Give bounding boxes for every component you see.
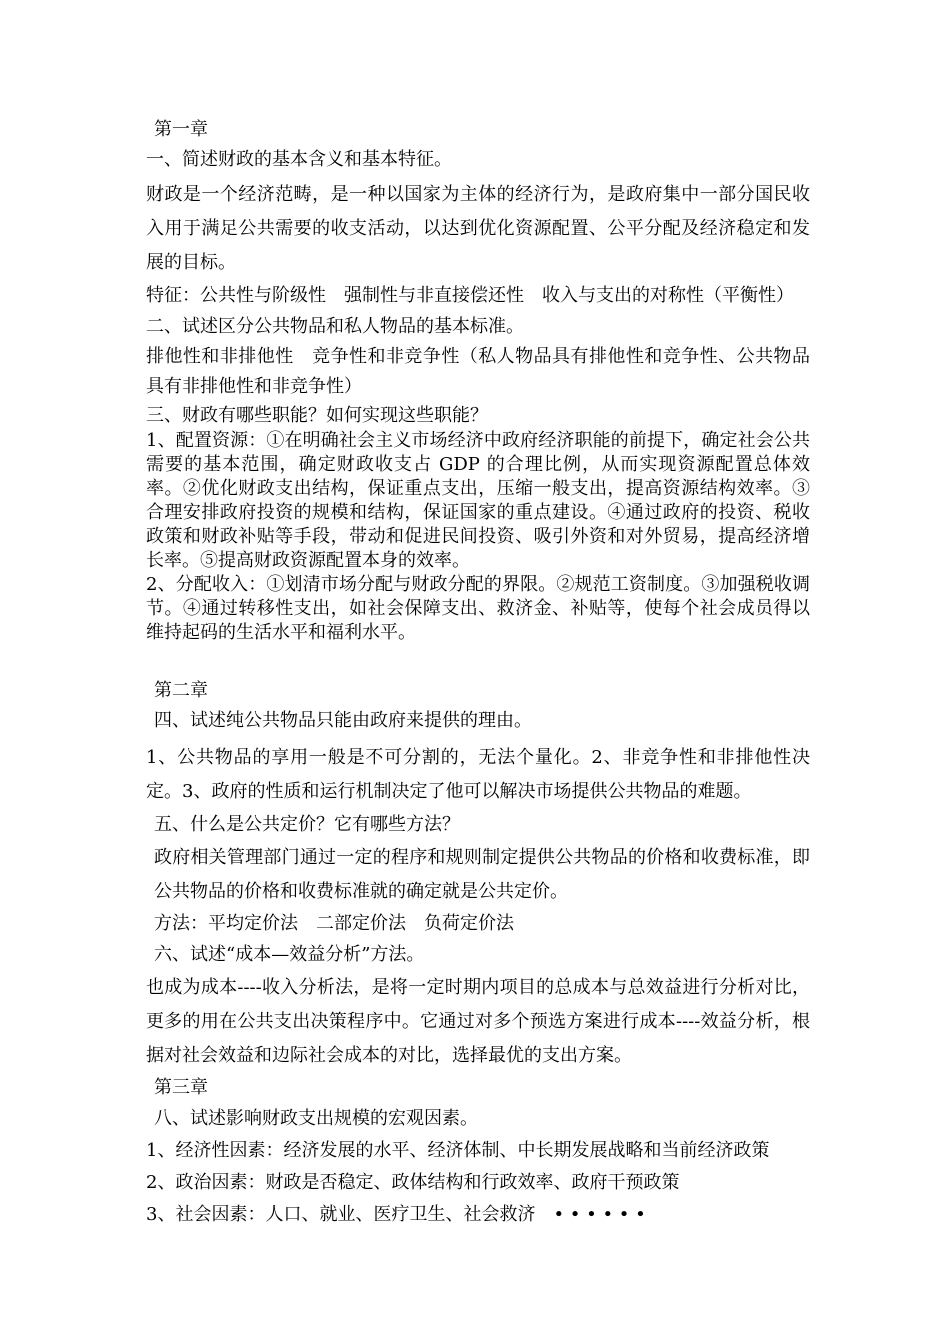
answer-8-political: 2、政治因素：财政是否稳定、政体结构和行政效率、政府干预政策 — [146, 1172, 680, 1193]
answer-8-economic: 1、经济性因素：经济发展的水平、经济体制、中长期发展战略和当前经济政策 — [146, 1140, 770, 1161]
answer-3-distribution: 2、分配收入：①划清市场分配与财政分配的界限。②规范工资制度。③加强税收调节。④通过转移性支出，如社会保障支出、救济金、补贴等，使每个社会成员得以维持起码的生活水平和福利水平。 — [146, 574, 810, 643]
document-page — [146, 118, 810, 1231]
answer-6: 也成为成本----收入分析法，是将一定时期内项目的总成本与总效益进行分析对比，更多的用在公共支出决策程序中。它通过对多个预选方案进行成本----效益分析，根据对社会效益和边际社会成本的对比，选择最优的支出方案。 — [146, 977, 810, 1066]
answer-4: 1、公共物品的享用一般是不可分割的，无法个量化。2、非竞争性和非排他性决定。3、政府的性质和运行机制决定了他可以解决市场提供公共物品的难题。 — [146, 747, 810, 802]
answer-3-allocation: 1、配置资源：①在明确社会主义市场经济中政府经济职能的前提下，确定社会公共需要的基本范围，确定财政收支占 GDP 的合理比例，从而实现资源配置总体效率。②优化财政支出结构，保证重点支出，压缩一般支出，提高资源结构效率。③合理安排政府投资的规模和结构，保证国家的重点建设。④通过政府的投资、税收政策和财政补贴等手段，带动和促进民间投资、吸引外资和对外贸易，提高经济增长率。⑤提高财政资源配置本身的效率。 — [146, 430, 810, 571]
question-4: 四、试述纯公共物品只能由政府来提供的理由。 — [154, 710, 532, 731]
answer-5-methods: 方法：平均定价法 二部定价法 负荷定价法 — [154, 913, 514, 934]
answer-1: 财政是一个经济范畴，是一种以国家为主体的经济行为，是政府集中一部分国民收入用于满足公共需要的收支活动，以达到优化资源配置、公平分配及经济稳定和发展的目标。 — [146, 184, 810, 273]
chapter-2-title: 第二章 — [154, 680, 208, 701]
question-3: 三、财政有哪些职能？如何实现这些职能？ — [146, 405, 488, 426]
answer-5: 政府相关管理部门通过一定的程序和规则制定提供公共物品的价格和收费标准，即公共物品的价格和收费标准就的确定就是公共定价。 — [154, 847, 810, 902]
answer-8-social: 3、社会因素：人口、就业、医疗卫生、社会救济 • • • • • • — [146, 1204, 646, 1225]
question-2: 二、试述区分公共物品和私人物品的基本标准。 — [146, 316, 524, 337]
answer-2: 排他性和非排他性 竞争性和非竞争性（私人物品具有排他性和竞争性、公共物品具有非排他性和非竞争性） — [146, 346, 810, 397]
chapter-1-title: 第一章 — [154, 119, 208, 140]
chapter-3-title: 第三章 — [154, 1077, 208, 1098]
question-5: 五、什么是公共定价？它有哪些方法？ — [154, 814, 460, 835]
answer-1-features: 特征：公共性与阶级性 强制性与非直接偿还性 收入与支出的对称性（平衡性） — [146, 285, 794, 306]
question-8: 八、试述影响财政支出规模的宏观因素。 — [154, 1108, 478, 1129]
question-6: 六、试述“成本—效益分析”方法。 — [154, 944, 425, 965]
question-1: 一、简述财政的基本含义和基本特征。 — [146, 149, 452, 170]
